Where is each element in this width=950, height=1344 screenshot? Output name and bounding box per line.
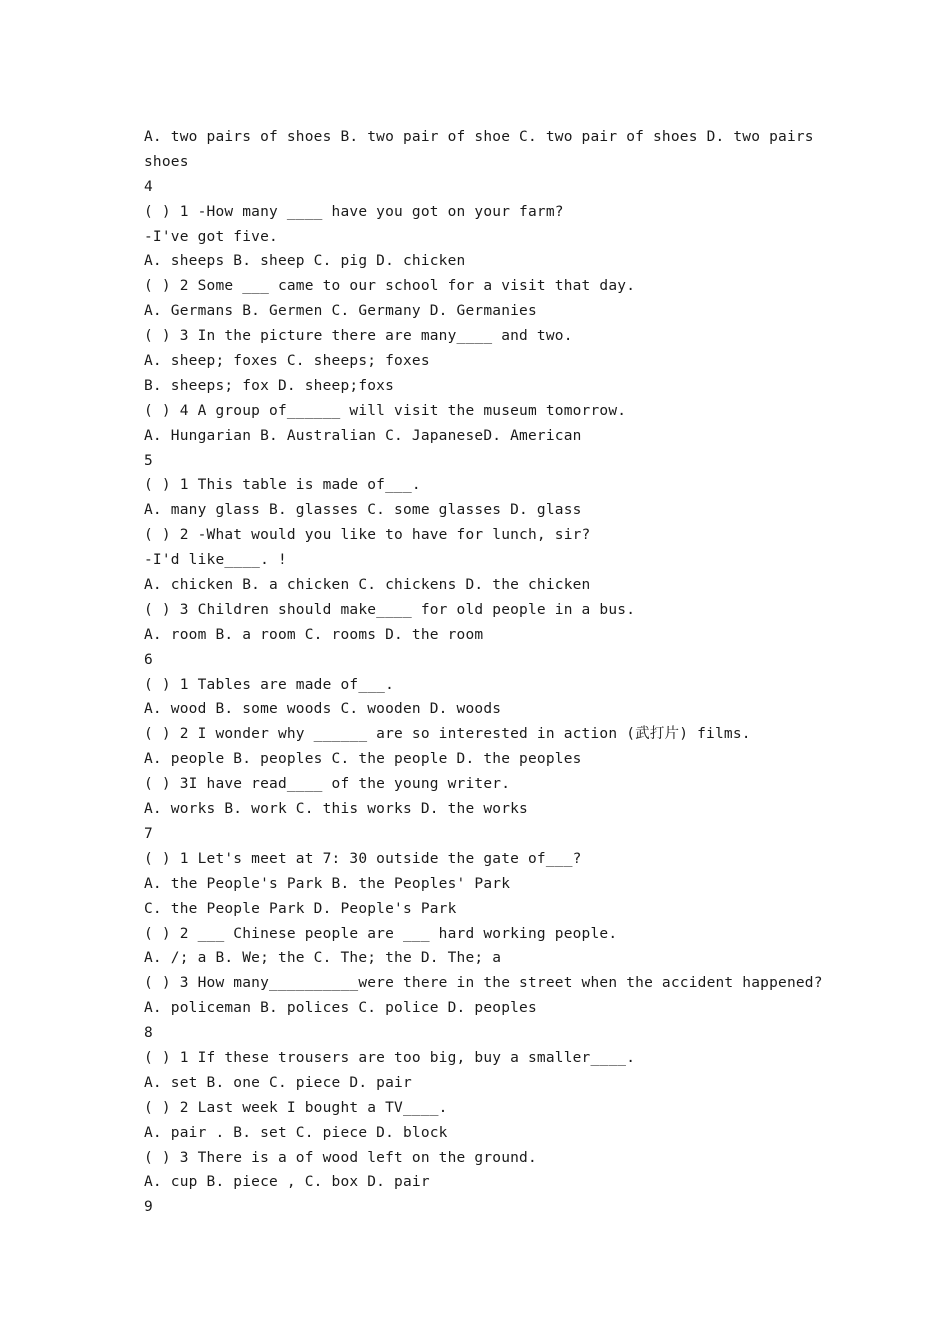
- answer-options: A. sheep; foxes C. sheeps; foxes: [144, 353, 430, 370]
- text-line: A. two pairs of shoes B. two pair of shoe C. two pair of shoes D. two pairs: [144, 129, 814, 145]
- question-line: ( ) 2 -What would you like to have for lunch, sir?: [144, 527, 591, 544]
- answer-options: A. cup B. piece , C. box D. pair: [144, 1174, 430, 1191]
- question-line: ( ) 1 If these trousers are too big, buy a smaller____.: [144, 1049, 636, 1066]
- answer-options: A. Germans B. Germen C. Germany D. Germanies: [144, 303, 537, 320]
- section-number: 6: [144, 651, 153, 668]
- answer-options: B. sheeps; fox D. sheep;foxs: [144, 377, 395, 394]
- question-line: ( ) 4 A group of______ will visit the museum tomorrow.: [144, 402, 627, 419]
- text-line: shoes: [144, 153, 189, 170]
- question-line: ( ) 3 Children should make____ for old people in a bus.: [144, 601, 636, 618]
- question-line: ( ) 3I have read____ of the young writer.: [144, 776, 511, 793]
- answer-options: A. /; a B. We; the C. The; the D. The; a: [144, 950, 502, 967]
- answer-options: A. works B. work C. this works D. the works: [144, 801, 528, 818]
- question-line: ( ) 3 In the picture there are many____ and two.: [144, 328, 573, 345]
- answer-options: A. many glass B. glasses C. some glasses D. glass: [144, 502, 582, 519]
- section-number: 7: [144, 825, 153, 842]
- question-line: ( ) 2 Last week I bought a TV____.: [144, 1099, 448, 1116]
- question-line: ( ) 2 Some ___ came to our school for a visit that day.: [144, 278, 636, 295]
- answer-options: A. the People's Park B. the Peoples' Park: [144, 875, 511, 892]
- text-line: -I'd like____. !: [144, 552, 287, 569]
- answer-options: A. wood B. some woods C. wooden D. woods: [144, 701, 502, 718]
- section-number: 9: [144, 1199, 153, 1216]
- question-line: ( ) 1 Let's meet at 7: 30 outside the gate of___?: [144, 850, 582, 867]
- answer-options: A. room B. a room C. rooms D. the room: [144, 626, 484, 643]
- question-line: ( ) 3 How many__________were there in the street when the accident happened?: [144, 975, 823, 992]
- answer-options: A. pair . B. set C. piece D. block: [144, 1124, 448, 1141]
- section-number: 8: [144, 1025, 153, 1042]
- document-body: [144, 125, 823, 1220]
- question-line: ( ) 2 ___ Chinese people are ___ hard working people.: [144, 925, 618, 942]
- answer-options: C. the People Park D. People's Park: [144, 900, 457, 917]
- question-line: ( ) 1 -How many ____ have you got on your farm?: [144, 203, 564, 220]
- question-line: ( ) 1 This table is made of___.: [144, 477, 421, 494]
- question-line: ( ) 1 Tables are made of___.: [144, 676, 395, 693]
- answer-options: A. policeman B. polices C. police D. peoples: [144, 1000, 537, 1017]
- section-number: 4: [144, 178, 153, 195]
- question-line: ( ) 2 I wonder why ______ are so interested in action (武打片) films.: [144, 726, 751, 743]
- answer-options: A. set B. one C. piece D. pair: [144, 1074, 412, 1091]
- answer-options: A. Hungarian B. Australian C. JapaneseD. American: [144, 427, 582, 444]
- answer-options: A. people B. peoples C. the people D. the peoples: [144, 751, 582, 768]
- answer-options: A. chicken B. a chicken C. chickens D. the chicken: [144, 577, 591, 594]
- answer-options: A. sheeps B. sheep C. pig D. chicken: [144, 253, 466, 270]
- text-line: -I've got five.: [144, 228, 278, 245]
- section-number: 5: [144, 452, 153, 469]
- question-line: ( ) 3 There is a of wood left on the ground.: [144, 1149, 537, 1166]
